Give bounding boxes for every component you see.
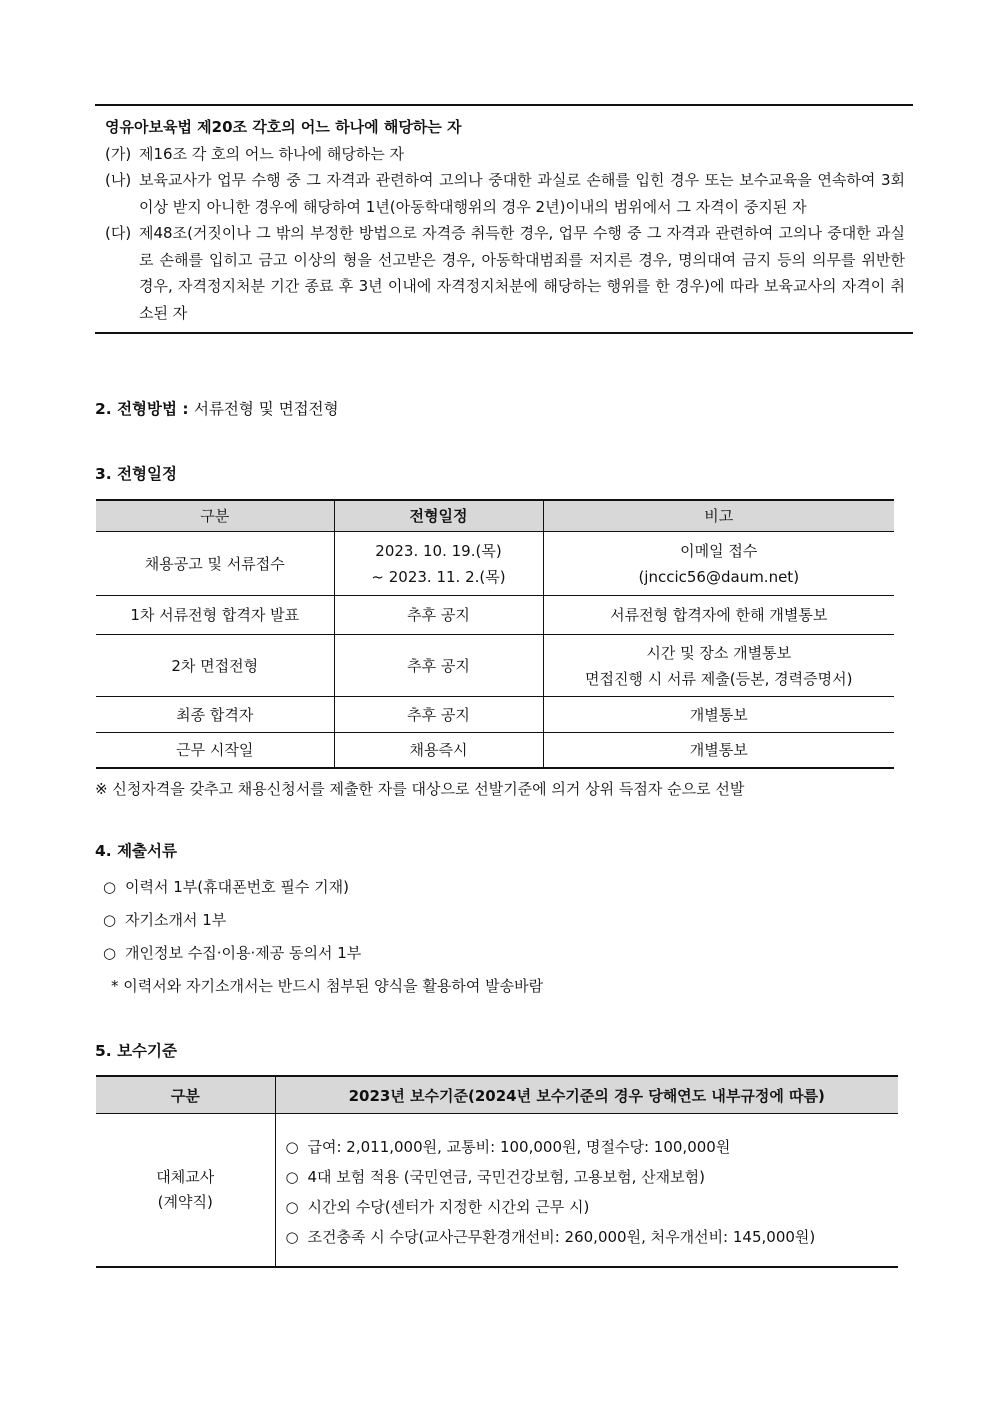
item-marker: (다): [105, 224, 132, 242]
schedule-footnote: ※ 신청자격을 갖추고 채용신청서를 제출한 자를 대상으로 선발기준에 의거 상위 득점자 순으로 선발: [95, 780, 745, 798]
section-2-label: 2. 전형방법 :: [95, 400, 189, 418]
row-category: 근무 시작일: [96, 733, 334, 768]
list-item-text: 자기소개서 1부: [125, 911, 227, 929]
pay-items: [275, 1114, 898, 1268]
qualification-title: 영유아보육법 제20조 각호의 어느 하나에 해당하는 자: [105, 118, 462, 136]
item-text: 제16조 각 호의 어느 하나에 해당하는 자: [139, 144, 405, 163]
row-category: 채용공고 및 서류접수: [96, 532, 334, 596]
circle-bullet-icon: ○: [285, 1168, 299, 1186]
pay-item-text: 4대 보험 적용 (국민연금, 국민건강보험, 고용보험, 산재보험): [307, 1168, 705, 1186]
section-4-heading: 4. 제출서류: [95, 842, 177, 860]
table-row: [96, 532, 894, 596]
circle-bullet-icon: ○: [103, 911, 117, 929]
item-marker: (나): [105, 171, 132, 189]
pay-item-text: 시간외 수당(센터가 지정한 시간외 근무 시): [307, 1198, 590, 1216]
row-schedule: 추후 공지: [334, 697, 543, 733]
header-category: 구분: [96, 1076, 275, 1114]
pay-item: [286, 1162, 891, 1192]
section-2-value: 서류전형 및 면접전형: [193, 400, 339, 418]
table-row: [96, 635, 894, 697]
table-row: [96, 596, 894, 635]
table-header-row: [96, 500, 894, 532]
list-item: [103, 904, 543, 937]
section-3-heading: 3. 전형일정: [95, 465, 177, 483]
table-row: [96, 733, 894, 768]
qualification-item: [105, 167, 905, 220]
qualification-item: [105, 141, 905, 168]
schedule-line: ~ 2023. 11. 2.(목): [371, 567, 506, 586]
list-item: [103, 937, 543, 970]
table-row: [96, 1114, 898, 1268]
row-note: 개별통보: [543, 697, 894, 733]
pay-item: [286, 1222, 891, 1252]
row-category: 1차 서류전형 합격자 발표: [96, 596, 334, 635]
note-line: (jnccic56@daum.net): [638, 567, 800, 586]
row-note: [543, 635, 894, 697]
circle-bullet-icon: ○: [285, 1228, 299, 1246]
row-category: 2차 면접전형: [96, 635, 334, 697]
pay-category: [96, 1114, 275, 1268]
item-marker: (가): [105, 144, 132, 163]
row-note: 서류전형 합격자에 한해 개별통보: [543, 596, 894, 635]
pay-item-text: 조건충족 시 수당(교사근무환경개선비: 260,000원, 처우개선비: 145,000원): [307, 1228, 816, 1246]
note-line: 이메일 접수: [680, 541, 758, 560]
row-schedule: 추후 공지: [334, 596, 543, 635]
note-line: 면접진행 시 서류 제출(등본, 경력증명서): [585, 669, 853, 688]
item-text: 제48조(거짓이나 그 밖의 부정한 방법으로 자격증 취득한 경우, 업무 수행 중 그 자격과 관련하여 고의나 중대한 과실로 손해를 입히고 금고 이상의 형을 선고받은 경우, 아동학대범죄를 저지른 경우, 명의대여 금지 등의 의무를 위반한 경우, 자격정지처분 기간 종료 후 3년 이내에 자격정지처분에 해당하는 행위를 한 경우)에 따라 보육교사의 자격이 취소된 자: [139, 224, 905, 322]
schedule-line: 2023. 10. 19.(목): [375, 541, 502, 560]
circle-bullet-icon: ○: [103, 944, 117, 962]
table-row: [96, 697, 894, 733]
circle-bullet-icon: ○: [285, 1138, 299, 1156]
section-2-heading: [95, 397, 339, 419]
document-note: * 이력서와 자기소개서는 반드시 첨부된 양식을 활용하여 발송바람: [111, 977, 544, 995]
circle-bullet-icon: ○: [285, 1198, 299, 1216]
note-line: 시간 및 장소 개별통보: [646, 643, 792, 662]
header-schedule: 전형일정: [334, 500, 543, 532]
header-note: 비고: [543, 500, 894, 532]
row-note: 개별통보: [543, 733, 894, 768]
list-item: [103, 871, 543, 904]
item-text: 보육교사가 업무 수행 중 그 자격과 관련하여 고의나 중대한 과실로 손해를 입힌 경우 또는 보수교육을 연속하여 3회 이상 받지 아니한 경우에 해당하여 1년(아동학대행위의 경우 2년)이내의 범위에서 그 자격이 중지된 자: [139, 171, 905, 216]
pay-item-text: 급여: 2,011,000원, 교통비: 100,000원, 명절수당: 100,000원: [307, 1138, 731, 1156]
pay-table: [96, 1075, 898, 1268]
schedule-table: [96, 499, 894, 769]
row-schedule: 채용즉시: [334, 733, 543, 768]
category-line: (계약직): [157, 1193, 213, 1211]
section-5-heading: 5. 보수기준: [95, 1042, 177, 1060]
qualification-box: [95, 104, 913, 334]
header-category: 구분: [96, 500, 334, 532]
row-schedule: [334, 532, 543, 596]
circle-bullet-icon: ○: [103, 878, 117, 896]
list-item-text: 개인정보 수집·이용·제공 동의서 1부: [125, 944, 362, 962]
header-pay-standard: 2023년 보수기준(2024년 보수기준의 경우 당해연도 내부규정에 따름): [275, 1076, 898, 1114]
row-category: 최종 합격자: [96, 697, 334, 733]
row-note: [543, 532, 894, 596]
row-schedule: 추후 공지: [334, 635, 543, 697]
pay-item: [286, 1132, 891, 1162]
document-list: [103, 871, 543, 1003]
table-header-row: [96, 1076, 898, 1114]
list-item-text: 이력서 1부(휴대폰번호 필수 기재): [125, 878, 349, 896]
qualification-item: [105, 220, 905, 326]
pay-item: [286, 1192, 891, 1222]
category-line: 대체교사: [156, 1168, 215, 1186]
